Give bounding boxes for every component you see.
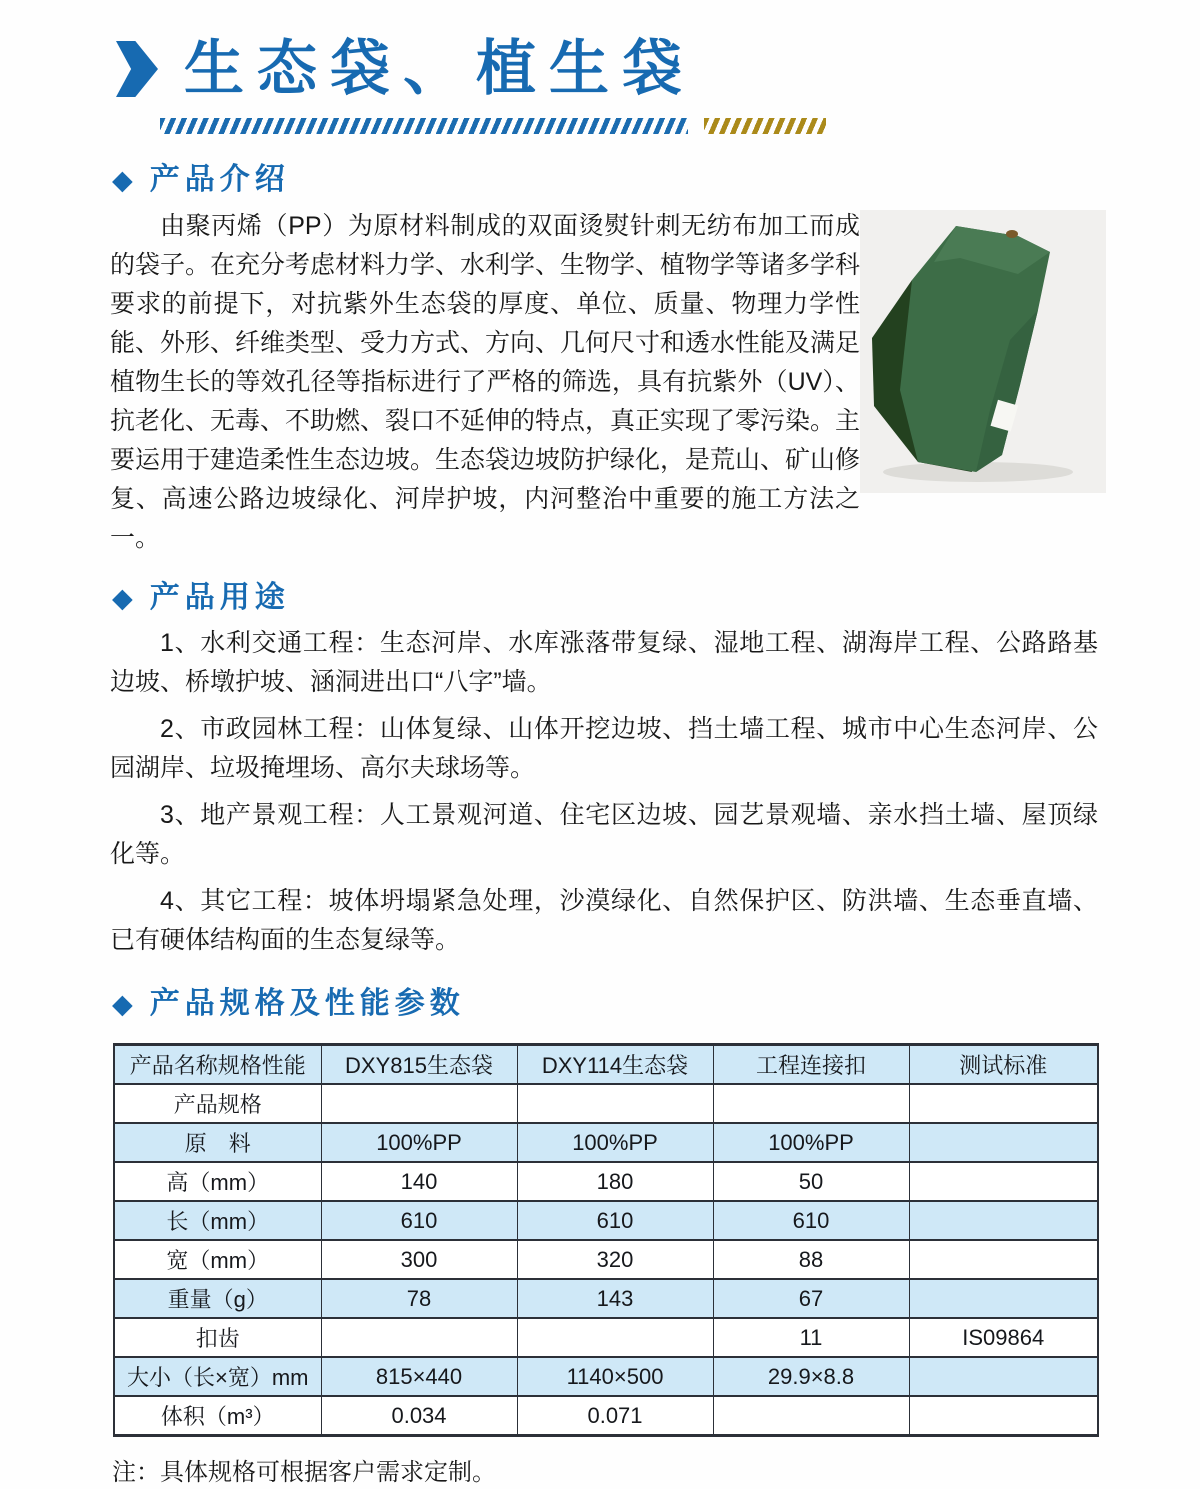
- use-item-2: 2、市政园林工程：山体复绿、山体开挖边坡、挡土墙工程、城市中心生态河岸、公园湖岸、垃圾掩埋场、高尔夫球场等。: [110, 715, 1098, 782]
- table-row: [114, 1123, 1098, 1162]
- row-label: 原 料: [114, 1123, 321, 1162]
- table-cell: 0.071: [517, 1396, 713, 1436]
- use-item-4: 4、其它工程：坡体坍塌紧急处理，沙漠绿化、自然保护区、防洪墙、生态垂直墙、已有硬体结构面的生态复绿等。: [110, 887, 1098, 954]
- section-title-specs: 产品规格及性能参数: [149, 987, 465, 1020]
- spec-table: [113, 1043, 1099, 1437]
- page-title: 生态袋、植生袋: [184, 34, 695, 104]
- table-cell: [909, 1357, 1098, 1396]
- table-cell: [713, 1396, 909, 1436]
- table-cell: [321, 1318, 517, 1357]
- table-cell: [909, 1279, 1098, 1318]
- header-cell: 工程连接扣: [713, 1045, 909, 1085]
- section-title-uses: 产品用途: [149, 581, 290, 614]
- table-cell: 29.9×8.8: [713, 1357, 909, 1396]
- table-cell: [517, 1084, 713, 1123]
- table-cell: 78: [321, 1279, 517, 1318]
- row-label: 产品规格: [114, 1084, 321, 1123]
- intro-paragraph: 由聚丙烯（PP）为原材料制成的双面烫熨针刺无纺布加工而成的袋子。在充分考虑材料力学、水利学、生物学、植物学等诸多学科要求的前提下，对抗紫外生态袋的厚度、单位、质量、物理力学性能、外形、纤维类型、受力方式、方向、几何尺寸和透水性能及满足植物生长的等效孔径等指标进行了严格的筛选，具有抗紫外（UV）、抗老化、无毒、不助燃、裂口不延伸的特点，真正实现了零污染。主要运用于建造柔性生态边坡。生态袋边坡防护绿化，是荒山、矿山修复、高速公路边坡绿化、河岸护坡，内河整治中重要的施工方法之一。: [110, 212, 861, 552]
- row-label: 大小（长×宽）mm: [114, 1357, 321, 1396]
- table-cell: [713, 1084, 909, 1123]
- divider-blue-stripes: [160, 118, 688, 134]
- table-cell: [517, 1318, 713, 1357]
- table-cell: 180: [517, 1162, 713, 1201]
- section-heading-specs: [112, 986, 1200, 1022]
- table-header-row: [114, 1045, 1098, 1085]
- table-row: [114, 1396, 1098, 1436]
- table-cell: 320: [517, 1240, 713, 1279]
- divider-gold-stripes: [704, 118, 826, 134]
- table-cell: 100%PP: [321, 1123, 517, 1162]
- row-label: 扣齿: [114, 1318, 321, 1357]
- green-bag-illustration: [860, 210, 1106, 493]
- diamond-icon: ◆: [112, 582, 133, 613]
- header-cell: DXY815生态袋: [321, 1045, 517, 1085]
- page-title-row: [116, 0, 1200, 108]
- table-cell: 143: [517, 1279, 713, 1318]
- row-label: 重量（g）: [114, 1279, 321, 1318]
- table-row: [114, 1357, 1098, 1396]
- table-row: [114, 1279, 1098, 1318]
- table-cell: [909, 1396, 1098, 1436]
- table-cell: 815×440: [321, 1357, 517, 1396]
- product-photo: [860, 210, 1106, 493]
- row-label: 宽（mm）: [114, 1240, 321, 1279]
- table-row: [114, 1084, 1098, 1123]
- row-label: 体积（m³）: [114, 1396, 321, 1436]
- row-label: 高（mm）: [114, 1162, 321, 1201]
- table-row: [114, 1318, 1098, 1357]
- section-heading-intro: [112, 162, 1200, 198]
- section-title-intro: 产品介绍: [149, 163, 290, 196]
- table-cell: 100%PP: [713, 1123, 909, 1162]
- header-cell: DXY114生态袋: [517, 1045, 713, 1085]
- diamond-icon: ◆: [112, 988, 133, 1019]
- header-cell: 产品名称规格性能: [114, 1045, 321, 1085]
- table-cell: [909, 1084, 1098, 1123]
- table-cell: 610: [517, 1201, 713, 1240]
- title-divider: [160, 118, 1200, 134]
- use-item-3: 3、地产景观工程：人工景观河道、住宅区边坡、园艺景观墙、亲水挡土墙、屋顶绿化等。: [110, 801, 1098, 868]
- table-row: [114, 1240, 1098, 1279]
- intro-block: [110, 207, 1106, 558]
- section-heading-uses: [112, 580, 1200, 616]
- table-cell: [321, 1084, 517, 1123]
- row-label: 长（mm）: [114, 1201, 321, 1240]
- table-cell: [909, 1240, 1098, 1279]
- table-cell: [909, 1123, 1098, 1162]
- table-cell: 300: [321, 1240, 517, 1279]
- table-row: [114, 1201, 1098, 1240]
- table-cell: 0.034: [321, 1396, 517, 1436]
- table-cell: 140: [321, 1162, 517, 1201]
- table-cell: 100%PP: [517, 1123, 713, 1162]
- table-cell: [909, 1162, 1098, 1201]
- table-cell: 88: [713, 1240, 909, 1279]
- table-cell: [909, 1201, 1098, 1240]
- footnote: 注：具体规格可根据客户需求定制。: [112, 1459, 496, 1486]
- header-cell: 测试标准: [909, 1045, 1098, 1085]
- table-cell: 610: [713, 1201, 909, 1240]
- right-arrowhead-icon: [116, 41, 158, 97]
- diamond-icon: ◆: [112, 164, 133, 195]
- use-item-1: 1、水利交通工程：生态河岸、水库涨落带复绿、湿地工程、湖海岸工程、公路路基边坡、桥墩护坡、涵洞进出口“八字”墙。: [110, 629, 1098, 696]
- table-cell: IS09864: [909, 1318, 1098, 1357]
- table-cell: 1140×500: [517, 1357, 713, 1396]
- table-cell: 50: [713, 1162, 909, 1201]
- table-cell: 67: [713, 1279, 909, 1318]
- table-cell: 11: [713, 1318, 909, 1357]
- table-cell: 610: [321, 1201, 517, 1240]
- uses-list: [110, 624, 1098, 960]
- table-row: [114, 1162, 1098, 1201]
